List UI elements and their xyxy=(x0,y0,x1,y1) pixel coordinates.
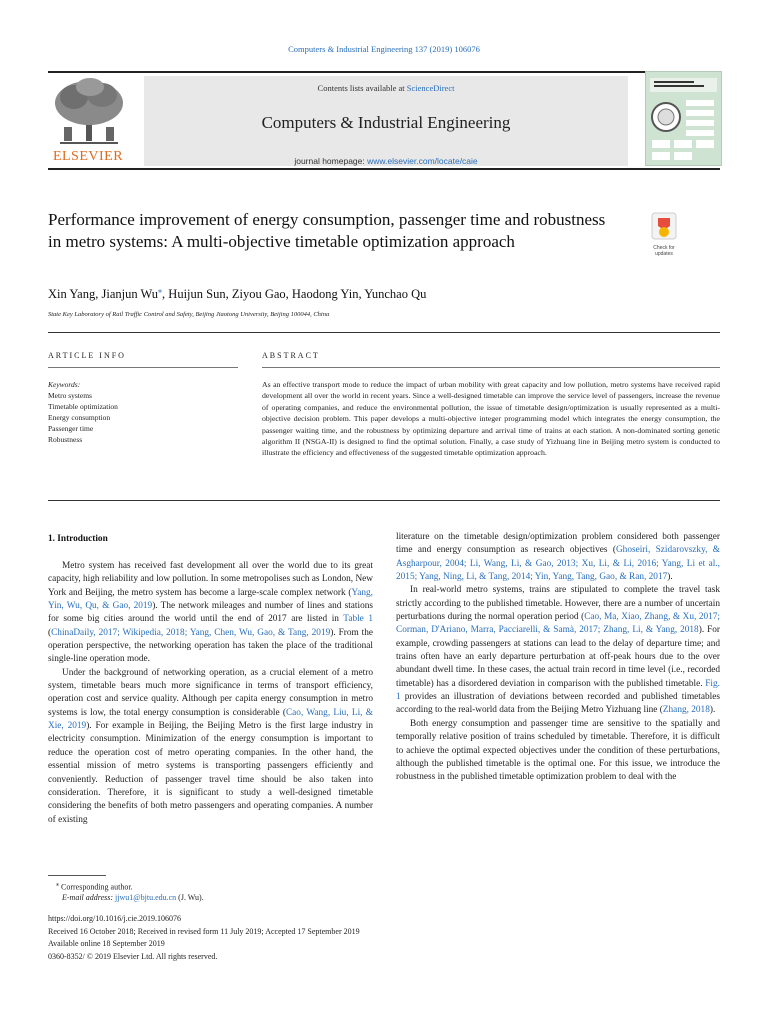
journal-header xyxy=(48,71,720,170)
email-suffix: (J. Wu). xyxy=(176,893,204,902)
elsevier-tree-logo xyxy=(50,77,128,147)
footnote-corresponding-text: Corresponding author. xyxy=(59,882,133,892)
corresponding-author-mark[interactable]: ⁎ xyxy=(158,286,163,295)
article-info-rule xyxy=(48,367,238,368)
abstract-text: As an effective transport mode to reduce the impact of urban mobility with great capacity and low pollution, metro systems have received rapid development all over the world in recent years. Since a well-designed timetable can improve the service level of passengers, increase the revenue of operating companies, and reduce the environmental pollution, the issue of timetable design/optimization is usually represented as a multi-objective decision problem. This paper develops a multi-objective integer programming model which integrates the energy consumption, the passenger waiting time, and the robustness by optimizing departure and arrival time of trains at each station. A non-dominated sorting genetic algorithm II (NSGA-II) is designed to find the optimal solution. Finally, a case study of Yizhuang line in Beijing metro system is conducted to illustrate the efficiency and effectiveness of the suggested timetable optimization approach. xyxy=(262,380,720,458)
journal-title: Computers & Industrial Engineering xyxy=(261,113,511,132)
journal-cover-thumbnail[interactable] xyxy=(645,71,722,166)
paragraph-text: Both energy consumption and passenger time are sensitive to the spatially and temporally relative position of trains scheduled by timetable. Therefore, it is difficult to achieve the optimal expected objectives under the condition of these perturbations, although the published timetable is the optimal one. For this issue, we introduce the robustness in the published timetable optimization problem to deal with the xyxy=(396,718,720,783)
abstract-rule xyxy=(262,367,720,368)
available-online: Available online 18 September 2019 xyxy=(48,939,165,948)
author-list xyxy=(48,286,426,302)
cover-art xyxy=(646,72,721,165)
divider-top xyxy=(48,332,720,333)
intro-right-column xyxy=(396,531,720,785)
journal-banner xyxy=(144,76,628,166)
keyword-item: Metro systems xyxy=(48,391,92,400)
citation-link[interactable]: Table 1 xyxy=(343,614,373,625)
intro-paragraph xyxy=(396,584,720,717)
citation-link[interactable]: Yang, Yin, Wu, Qu, & Gao, 2019 xyxy=(48,587,373,612)
authors-part-1: Xin Yang, Jianjun Wu xyxy=(48,287,159,302)
check-updates-icon xyxy=(646,212,682,240)
citation-link[interactable]: Fig. 1 xyxy=(396,678,720,703)
paragraph-text: ). For example in Beijing, the Beijing Metro is the first large industry in electricity consumption. Minimization of the energy consumption is important to reduce the operation cost of metro operating companies. In the other hand, the essential mission of metro systems is transporting passengers efficiently and conveniently. Reduction of passenger travel time should be also taken into consideration. Therefore, it is significant to study a well-designed timetable considering the benefits of both metro passengers and operating companies. A number of existing xyxy=(48,721,373,825)
citation-link[interactable]: Cao, Ma, Xiao, Zhang, & Xu, 2017; Corman, D'Ariano, Marra, Pacciarelli, & Samà, 2017; Zhang, Li, & Yang, 2018 xyxy=(396,612,721,636)
homepage-link[interactable]: www.elsevier.com/locate/caie xyxy=(367,156,478,166)
keyword-item: Timetable optimization xyxy=(48,402,118,411)
keyword-item: Passenger time xyxy=(48,424,94,433)
paragraph-text: ( xyxy=(48,627,52,638)
abstract-heading: ABSTRACT xyxy=(262,351,320,360)
homepage-prefix: journal homepage: xyxy=(294,156,368,166)
paragraph-text: ). The network mileages and number of lines and stations for some big cities around the world until the end of 2017 are listed in xyxy=(48,601,373,625)
introduction-heading: 1. Introduction xyxy=(48,534,108,544)
keywords-block xyxy=(48,379,118,445)
intro-paragraph xyxy=(396,531,720,584)
citation-link[interactable]: Cao, Wang, Liu, Li, & Xie, 2019 xyxy=(48,707,373,732)
citation-link[interactable]: Zhang, 2018 xyxy=(662,705,710,716)
citation-link[interactable]: ChinaDaily, 2017; Wikipedia, 2018; Yang, Chen, Wu, Gao, & Tang, 2019 xyxy=(51,627,331,638)
footnote-email xyxy=(62,892,204,903)
article-title: Performance improvement of energy consumption, passenger time and robustness in metro systems: A multi-objective timetable optimization approach xyxy=(48,210,606,251)
footnote-mark: ⁎ xyxy=(56,882,59,888)
divider-bottom xyxy=(48,500,720,501)
contents-prefix: Contents lists available at xyxy=(317,83,407,93)
paragraph-text: ). xyxy=(709,705,716,716)
check-updates-label: Check for updates xyxy=(653,245,675,257)
journal-citation[interactable]: Computers & Industrial Engineering 137 (2019) 106076 xyxy=(288,44,480,54)
article-info-heading: ARTICLE INFO xyxy=(48,351,126,360)
header-bottom-rule xyxy=(48,168,720,170)
homepage-line xyxy=(144,156,628,166)
authors-part-2: , Huijun Sun, Ziyou Gao, Haodong Yin, Yunchao Qu xyxy=(162,287,427,302)
check-for-updates-button[interactable] xyxy=(646,212,682,257)
citation-link[interactable]: Ghoseiri, Szidarovszky, & Asgharpour, 2004; Li, Wang, Li, & Gao, 2013; Xu, Li, & Li, 2016; Yang, Li et al., 2015; Yang, Ning, Li, & Tang, 2014; Yin, Yang, Tang, Gao, & Ran, 2017 xyxy=(396,545,721,583)
doi-link[interactable]: https://doi.org/10.1016/j.cie.2019.106076 xyxy=(48,914,181,923)
paragraph-text: ). From the operation perspective, the networking operation has taken the place of the traditional single-line operation mode. xyxy=(48,627,373,665)
intro-paragraph xyxy=(48,560,373,667)
keywords-label: Keywords: xyxy=(48,380,81,389)
paragraph-text: provides an illustration of deviations between recorded and published timetables according to the real-world data from the Beijing Metro Yizhuang line ( xyxy=(396,692,720,716)
header-top-rule xyxy=(48,71,720,73)
intro-paragraph xyxy=(48,667,373,827)
paragraph-text: ). xyxy=(667,572,673,583)
copyright: 0360-8352/ © 2019 Elsevier Ltd. All rights reserved. xyxy=(48,952,218,961)
keyword-item: Energy consumption xyxy=(48,413,111,422)
keyword-item: Robustness xyxy=(48,435,83,444)
paragraph-text: literature on the timetable design/optimization problem considered both passenger time and energy consumption as research objectives ( xyxy=(396,532,720,556)
paragraph-text: Metro system has received fast development all over the world due to its great capacity, high reliability and low pollution. In some metropolises such as London, New York and Beijing, the metro system has become a large-scale complex network ( xyxy=(48,561,373,598)
paragraph-text: Under the background of networking operation, as a crucial element of a metro system, timetable bears much more significance in terms of transport efficiency, operation cost and service quality. Although per capita energy consumption in metro systems is low, the total energy consumption is considerable ( xyxy=(48,667,373,718)
intro-left-column xyxy=(48,560,373,827)
email-label: E-mail address: xyxy=(62,893,116,902)
intro-paragraph xyxy=(396,718,720,785)
sciencedirect-link[interactable]: ScienceDirect xyxy=(406,83,455,93)
received-dates: Received 16 October 2018; Received in revised form 11 July 2019; Accepted 17 September 2019 xyxy=(48,927,360,936)
affiliation: State Key Laboratory of Rail Traffic Control and Safety, Beijing Jiaotong University, Beijing 100044, China xyxy=(48,311,330,318)
paragraph-text: In real-world metro systems, trains are stipulated to complete the travel task strictly according to the published timetable. However, there are a number of uncertain perturbations during the normal operation period ( xyxy=(396,585,720,623)
email-link[interactable]: jjwu1@bjtu.edu.cn xyxy=(115,893,177,902)
footnote-rule xyxy=(48,875,106,876)
elsevier-wordmark: ELSEVIER xyxy=(52,149,124,164)
contents-line xyxy=(144,83,628,93)
footnote-corresponding xyxy=(56,880,133,893)
paragraph-text: ). For example, crowding passengers at stations can lead to the delay of departure time; and trains often have an early departure perturbation at off-peak hours due to the over abundant dwell time. In these cases, the actual train record in time level (i.e., recorded timetable) has a disordered deviation in comparison with the published timetable. xyxy=(396,625,720,689)
